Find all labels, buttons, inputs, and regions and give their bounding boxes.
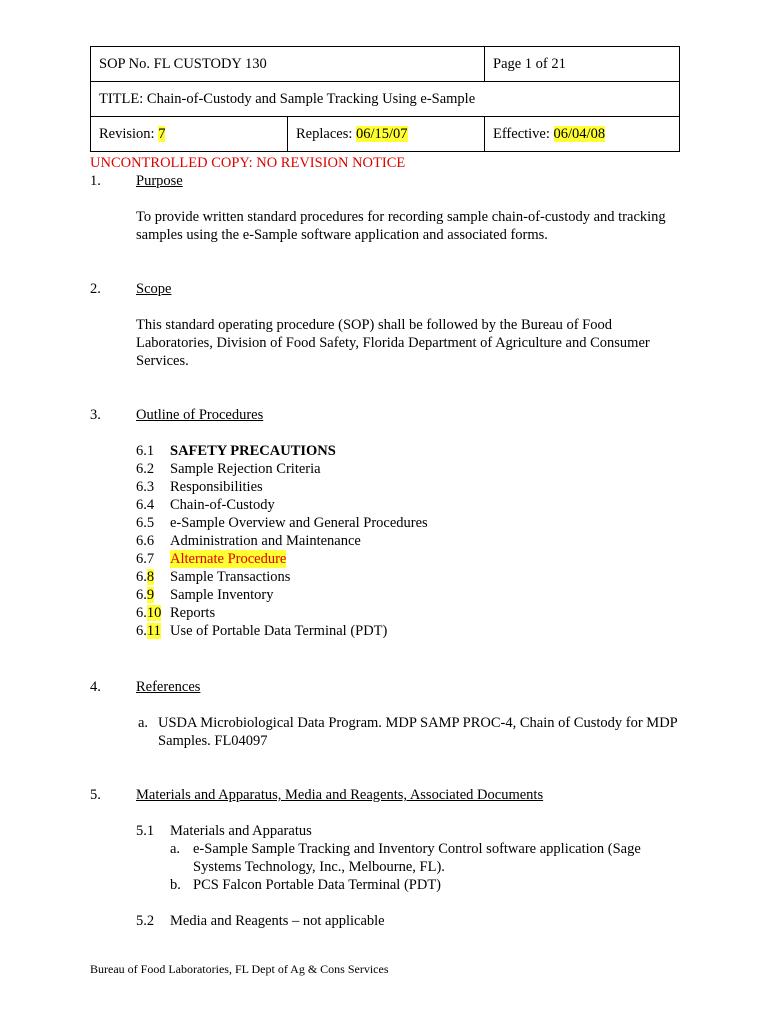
list-item: 6.8 Sample Transactions [136,569,291,585]
sop-title: TITLE: Chain-of-Custody and Sample Tracking Using e-Sample [91,82,680,117]
page-footer: Bureau of Food Laboratories, FL Dept of Ag & Cons Services [90,962,389,976]
list-item: 6.9 Sample Inventory [136,587,274,603]
subsection-number: 5.1 [136,823,155,839]
effective-cell [485,117,680,152]
section-number: 4. [90,679,101,695]
subsection-label: Media and Reagents – not applicable [170,913,385,929]
purpose-text: To provide written standard procedures for recording sample chain-of-custody and tracking samples using the e-Sample software application and associated forms. [136,209,666,243]
subsection-number: 5.2 [136,913,155,929]
list-item: 6.2 Sample Rejection Criteria [136,461,321,477]
materials-item: e-Sample Sample Tracking and Inventory Control software application (Sage Systems Technology, Inc., Melbourne, FL). [193,841,641,875]
section-number: 2. [90,281,101,297]
replaces-cell [288,117,485,152]
list-item: 6.3 Responsibilities [136,479,263,495]
section-number: 1. [90,173,101,189]
revision-label: Revision: [99,125,159,142]
section-number: 5. [90,787,101,803]
sop-header-table [90,46,680,152]
list-item: 6.11 Use of Portable Data Terminal (PDT) [136,623,388,639]
page-number: Page 1 of 21 [485,47,680,82]
replaces-value: 06/15/07 [356,125,408,142]
section-heading-scope: Scope [136,281,172,297]
section-heading-materials: Materials and Apparatus, Media and Reagents, Associated Documents [136,787,544,803]
effective-value: 06/04/08 [553,125,606,142]
revision-value: 7 [158,125,166,142]
uncontrolled-notice: UNCONTROLLED COPY: NO REVISION NOTICE [90,155,406,171]
subsection-label: Materials and Apparatus [170,823,312,839]
section-heading-references: References [136,679,201,695]
reference-marker: a. [138,715,149,731]
replaces-label: Replaces: [296,125,356,142]
revision-cell [91,117,288,152]
section-number: 3. [90,407,101,423]
list-item: 6.4 Chain-of-Custody [136,497,275,513]
item-marker: a. [170,841,181,857]
scope-text: This standard operating procedure (SOP) shall be followed by the Bureau of Food Laboratories, Division of Food Safety, Florida Department of Agriculture and Consumer Services. [136,317,650,369]
reference-item: USDA Microbiological Data Program. MDP SAMP PROC-4, Chain of Custody for MDP Samples. FL04097 [158,715,678,749]
section-heading-purpose: Purpose [136,173,183,189]
list-item: 6.1 SAFETY PRECAUTIONS [136,443,336,459]
list-item: 6.6 Administration and Maintenance [136,533,361,549]
effective-label: Effective: [493,125,554,142]
list-item: 6.10 Reports [136,605,216,621]
materials-item: PCS Falcon Portable Data Terminal (PDT) [193,877,442,893]
sop-number: SOP No. FL CUSTODY 130 [91,47,485,82]
list-item: 6.7 Alternate Procedure [136,551,287,567]
item-marker: b. [170,877,181,893]
outline-list [136,442,428,640]
section-heading-outline: Outline of Procedures [136,407,264,423]
list-item: 6.5 e-Sample Overview and General Procedures [136,515,428,531]
